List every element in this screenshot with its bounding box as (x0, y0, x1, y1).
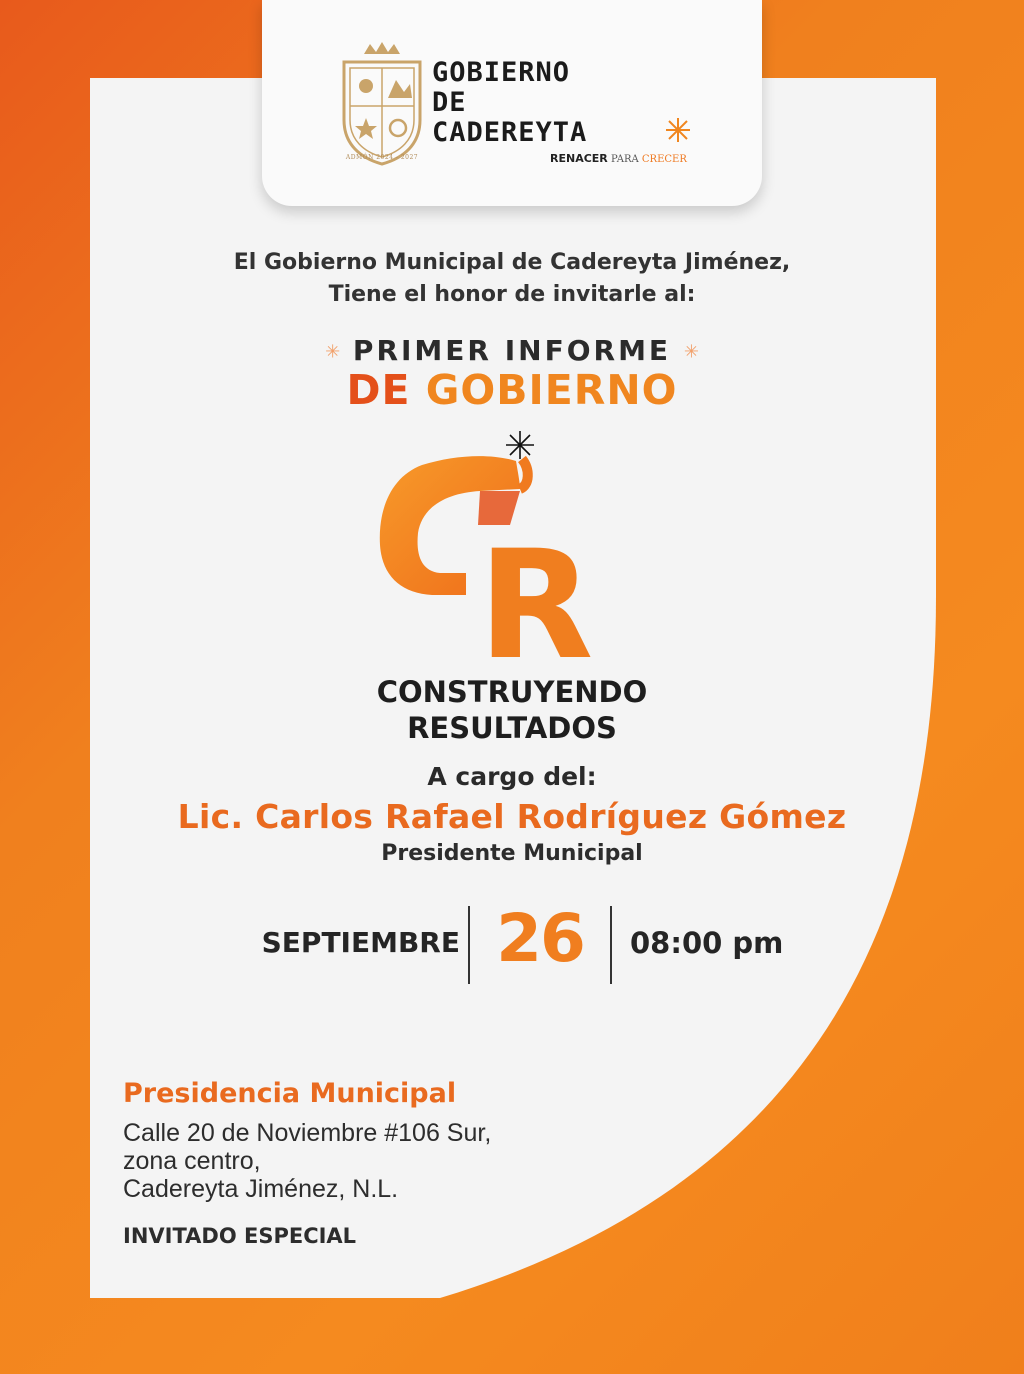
gr-logo (370, 425, 620, 665)
government-header (262, 0, 762, 206)
asterisk-icon: ✳ (683, 341, 699, 363)
venue-address (123, 1119, 491, 1203)
wordmark-line-1: GOBIERNO (432, 57, 571, 88)
intro-line-2: Tiene el honor de invitarle al: (328, 282, 696, 307)
address-line-1: Calle 20 de Noviembre #106 Sur, (123, 1119, 492, 1147)
crest-icon (334, 40, 430, 170)
date-divider (610, 906, 612, 984)
motto (0, 674, 1024, 746)
intro-text (0, 247, 1024, 311)
address-line-2: zona centro, (123, 1147, 261, 1175)
event-title-text: PRIMER INFORME (352, 334, 672, 367)
event-date-row (0, 900, 1024, 990)
president-name: Lic. Carlos Rafael Rodríguez Gómez (177, 797, 847, 836)
event-title-line-2 (0, 366, 1024, 414)
government-wordmark (432, 58, 587, 148)
a-cargo-label: A cargo del: (427, 762, 597, 791)
venue-block (123, 1078, 491, 1203)
asterisk-icon: ✳ (325, 341, 341, 363)
event-title-line-1 (0, 334, 1024, 367)
crest-caption: ADMÓN 2024 - 2027 (345, 154, 419, 161)
event-day: 26 (496, 900, 584, 977)
sparkle-icon (664, 116, 692, 144)
event-title-gobierno: GOBIERNO (425, 366, 678, 414)
wordmark-line-3: CADEREYTA (432, 117, 588, 148)
event-month: SEPTIEMBRE (261, 926, 460, 959)
motto-line-1: CONSTRUYENDO (376, 675, 648, 709)
event-title-de: DE (346, 366, 411, 414)
special-guest-label: INVITADO ESPECIAL (123, 1224, 357, 1248)
address-line-3: Cadereyta Jiménez, N.L. (123, 1175, 399, 1203)
intro-line-1: El Gobierno Municipal de Cadereyta Jiménez, (233, 250, 791, 275)
president-title: Presidente Municipal (381, 841, 643, 866)
slogan-para: PARA (607, 154, 642, 165)
wordmark-line-2: DE (432, 87, 467, 118)
logo-letter-r: R (478, 519, 594, 665)
slogan-renacer: RENACER (550, 152, 608, 165)
venue-name: Presidencia Municipal (123, 1078, 457, 1109)
slogan (550, 152, 687, 165)
event-time: 08:00 pm (630, 926, 784, 960)
motto-line-2: RESULTADOS (407, 711, 617, 745)
logo-sparkle-icon (506, 431, 534, 459)
slogan-crecer: CRECER (641, 154, 687, 165)
